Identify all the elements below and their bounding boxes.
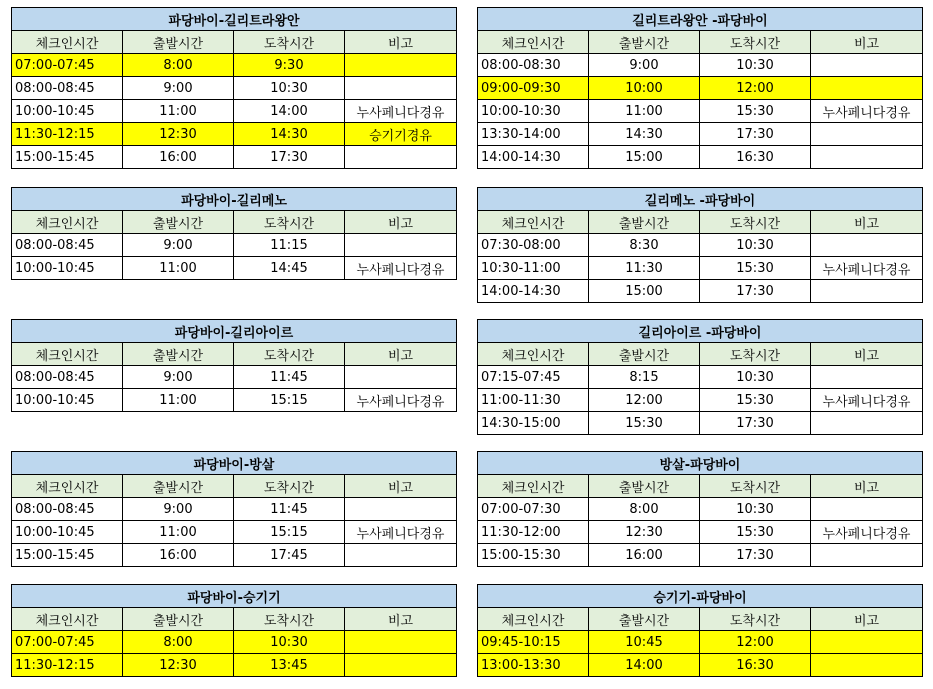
checkin-time-header: 체크인시간 bbox=[478, 211, 589, 234]
remarks-cell bbox=[811, 123, 923, 146]
table-row bbox=[12, 234, 457, 257]
remarks-cell: 누사페니다경유 bbox=[811, 100, 923, 123]
checkin-time-cell: 15:00-15:45 bbox=[12, 544, 123, 567]
table-row bbox=[12, 77, 457, 100]
table-row bbox=[12, 257, 457, 280]
table-row bbox=[478, 498, 923, 521]
departure-time-header: 출발시간 bbox=[123, 343, 234, 366]
remarks-cell: 누사페니다경유 bbox=[345, 521, 457, 544]
departure-time-header: 출발시간 bbox=[589, 608, 700, 631]
checkin-time-cell: 08:00-08:45 bbox=[12, 498, 123, 521]
checkin-time-cell: 11:30-12:00 bbox=[478, 521, 589, 544]
remarks-cell bbox=[811, 280, 923, 303]
checkin-time-cell: 11:30-12:15 bbox=[12, 654, 123, 677]
checkin-time-header: 체크인시간 bbox=[12, 211, 123, 234]
remarks-cell bbox=[811, 146, 923, 169]
checkin-time-cell: 08:00-08:45 bbox=[12, 234, 123, 257]
route-title: 파당바이-길리메노 bbox=[12, 188, 457, 211]
arrival-time-cell: 14:30 bbox=[234, 123, 345, 146]
departure-time-cell: 11:00 bbox=[123, 389, 234, 412]
departure-time-cell: 16:00 bbox=[123, 544, 234, 567]
checkin-time-cell: 10:00-10:30 bbox=[478, 100, 589, 123]
table-row bbox=[478, 366, 923, 389]
arrival-time-header: 도착시간 bbox=[700, 608, 811, 631]
arrival-time-header: 도착시간 bbox=[234, 211, 345, 234]
table-row bbox=[12, 123, 457, 146]
checkin-time-cell: 14:00-14:30 bbox=[478, 280, 589, 303]
remarks-cell: 누사페니다경유 bbox=[345, 389, 457, 412]
table-row bbox=[12, 366, 457, 389]
column-header-row bbox=[478, 343, 923, 366]
table-row bbox=[12, 146, 457, 169]
checkin-time-cell: 10:00-10:45 bbox=[12, 100, 123, 123]
arrival-time-cell: 9:30 bbox=[234, 54, 345, 77]
remarks-cell: 누사페니다경유 bbox=[811, 521, 923, 544]
table-row bbox=[478, 280, 923, 303]
checkin-time-cell: 13:30-14:00 bbox=[478, 123, 589, 146]
table-row bbox=[12, 389, 457, 412]
arrival-time-cell: 11:45 bbox=[234, 366, 345, 389]
checkin-time-cell: 08:00-08:30 bbox=[478, 54, 589, 77]
arrival-time-cell: 17:30 bbox=[700, 544, 811, 567]
remarks-cell bbox=[811, 631, 923, 654]
arrival-time-cell: 15:30 bbox=[700, 257, 811, 280]
remarks-cell: 누사페니다경유 bbox=[345, 257, 457, 280]
table-row bbox=[12, 100, 457, 123]
route-title: 파당바이-길리아이르 bbox=[12, 320, 457, 343]
arrival-time-cell: 10:30 bbox=[234, 77, 345, 100]
arrival-time-cell: 15:30 bbox=[700, 100, 811, 123]
column-header-row bbox=[12, 475, 457, 498]
remarks-cell: 누사페니다경유 bbox=[811, 257, 923, 280]
column-header-row bbox=[478, 31, 923, 54]
checkin-time-cell: 10:00-10:45 bbox=[12, 521, 123, 544]
arrival-time-cell: 15:30 bbox=[700, 389, 811, 412]
remarks-header: 비고 bbox=[345, 608, 457, 631]
checkin-time-cell: 07:30-08:00 bbox=[478, 234, 589, 257]
departure-time-cell: 14:30 bbox=[589, 123, 700, 146]
route-title: 파당바이-승기기 bbox=[12, 585, 457, 608]
arrival-time-cell: 16:30 bbox=[700, 146, 811, 169]
table-row bbox=[12, 498, 457, 521]
timetable-0 bbox=[11, 7, 457, 169]
departure-time-header: 출발시간 bbox=[123, 211, 234, 234]
timetable-1 bbox=[477, 7, 923, 169]
checkin-time-header: 체크인시간 bbox=[478, 343, 589, 366]
route-title: 길리아이르 -파당바이 bbox=[478, 320, 923, 343]
route-title: 파당바이-길리트라왕안 bbox=[12, 8, 457, 31]
checkin-time-cell: 07:00-07:45 bbox=[12, 631, 123, 654]
arrival-time-header: 도착시간 bbox=[700, 475, 811, 498]
arrival-time-cell: 17:30 bbox=[700, 123, 811, 146]
arrival-time-cell: 17:30 bbox=[234, 146, 345, 169]
arrival-time-cell: 10:30 bbox=[700, 498, 811, 521]
departure-time-cell: 8:00 bbox=[123, 631, 234, 654]
departure-time-cell: 8:00 bbox=[589, 498, 700, 521]
remarks-cell bbox=[811, 77, 923, 100]
checkin-time-cell: 07:00-07:30 bbox=[478, 498, 589, 521]
route-title: 승기기-파당바이 bbox=[478, 585, 923, 608]
column-header-row bbox=[12, 608, 457, 631]
checkin-time-cell: 11:00-11:30 bbox=[478, 389, 589, 412]
arrival-time-cell: 17:30 bbox=[700, 412, 811, 435]
column-header-row bbox=[12, 31, 457, 54]
timetable-2 bbox=[11, 187, 457, 280]
arrival-time-header: 도착시간 bbox=[234, 343, 345, 366]
table-row bbox=[12, 54, 457, 77]
table-row bbox=[478, 54, 923, 77]
route-title: 길리메노 -파당바이 bbox=[478, 188, 923, 211]
arrival-time-cell: 17:45 bbox=[234, 544, 345, 567]
remarks-cell bbox=[345, 54, 457, 77]
departure-time-cell: 11:00 bbox=[123, 100, 234, 123]
remarks-cell bbox=[811, 654, 923, 677]
departure-time-cell: 11:00 bbox=[589, 100, 700, 123]
column-header-row bbox=[478, 475, 923, 498]
table-row bbox=[478, 412, 923, 435]
checkin-time-cell: 07:15-07:45 bbox=[478, 366, 589, 389]
route-title: 길리트라왕안 -파당바이 bbox=[478, 8, 923, 31]
arrival-time-cell: 12:00 bbox=[700, 77, 811, 100]
remarks-header: 비고 bbox=[345, 31, 457, 54]
checkin-time-cell: 10:00-10:45 bbox=[12, 389, 123, 412]
table-row bbox=[12, 521, 457, 544]
remarks-cell bbox=[811, 412, 923, 435]
route-title: 파당바이-방살 bbox=[12, 452, 457, 475]
remarks-header: 비고 bbox=[345, 343, 457, 366]
arrival-time-cell: 16:30 bbox=[700, 654, 811, 677]
arrival-time-header: 도착시간 bbox=[700, 31, 811, 54]
remarks-cell bbox=[811, 54, 923, 77]
remarks-cell bbox=[811, 498, 923, 521]
departure-time-cell: 10:00 bbox=[589, 77, 700, 100]
checkin-time-cell: 14:30-15:00 bbox=[478, 412, 589, 435]
arrival-time-header: 도착시간 bbox=[700, 211, 811, 234]
checkin-time-cell: 15:00-15:30 bbox=[478, 544, 589, 567]
departure-time-cell: 15:30 bbox=[589, 412, 700, 435]
departure-time-cell: 15:00 bbox=[589, 280, 700, 303]
departure-time-cell: 10:45 bbox=[589, 631, 700, 654]
departure-time-cell: 12:30 bbox=[123, 123, 234, 146]
table-row bbox=[478, 521, 923, 544]
route-title: 방살-파당바이 bbox=[478, 452, 923, 475]
departure-time-cell: 8:15 bbox=[589, 366, 700, 389]
remarks-cell: 누사페니다경유 bbox=[811, 389, 923, 412]
departure-time-cell: 9:00 bbox=[123, 234, 234, 257]
column-header-row bbox=[478, 211, 923, 234]
arrival-time-cell: 17:30 bbox=[700, 280, 811, 303]
checkin-time-cell: 11:30-12:15 bbox=[12, 123, 123, 146]
departure-time-header: 출발시간 bbox=[589, 211, 700, 234]
remarks-cell bbox=[345, 498, 457, 521]
checkin-time-header: 체크인시간 bbox=[12, 475, 123, 498]
table-row bbox=[478, 257, 923, 280]
arrival-time-header: 도착시간 bbox=[700, 343, 811, 366]
remarks-cell bbox=[345, 77, 457, 100]
arrival-time-header: 도착시간 bbox=[234, 475, 345, 498]
departure-time-cell: 8:30 bbox=[589, 234, 700, 257]
departure-time-header: 출발시간 bbox=[123, 608, 234, 631]
arrival-time-cell: 14:00 bbox=[234, 100, 345, 123]
remarks-cell bbox=[345, 631, 457, 654]
remarks-cell bbox=[345, 146, 457, 169]
table-row bbox=[478, 234, 923, 257]
checkin-time-cell: 08:00-08:45 bbox=[12, 77, 123, 100]
departure-time-cell: 9:00 bbox=[123, 366, 234, 389]
arrival-time-cell: 15:15 bbox=[234, 389, 345, 412]
departure-time-cell: 11:00 bbox=[123, 521, 234, 544]
departure-time-cell: 16:00 bbox=[589, 544, 700, 567]
remarks-header: 비고 bbox=[811, 211, 923, 234]
remarks-cell bbox=[345, 366, 457, 389]
arrival-time-cell: 10:30 bbox=[700, 366, 811, 389]
checkin-time-header: 체크인시간 bbox=[478, 608, 589, 631]
checkin-time-header: 체크인시간 bbox=[12, 608, 123, 631]
column-header-row bbox=[478, 608, 923, 631]
checkin-time-header: 체크인시간 bbox=[478, 475, 589, 498]
remarks-cell bbox=[345, 654, 457, 677]
checkin-time-cell: 08:00-08:45 bbox=[12, 366, 123, 389]
checkin-time-cell: 10:00-10:45 bbox=[12, 257, 123, 280]
departure-time-cell: 11:00 bbox=[123, 257, 234, 280]
remarks-cell bbox=[345, 544, 457, 567]
remarks-cell bbox=[811, 544, 923, 567]
arrival-time-cell: 11:45 bbox=[234, 498, 345, 521]
departure-time-header: 출발시간 bbox=[123, 475, 234, 498]
remarks-header: 비고 bbox=[345, 475, 457, 498]
table-row bbox=[478, 146, 923, 169]
timetable-9 bbox=[477, 584, 923, 677]
arrival-time-cell: 10:30 bbox=[700, 234, 811, 257]
arrival-time-cell: 14:45 bbox=[234, 257, 345, 280]
arrival-time-cell: 10:30 bbox=[700, 54, 811, 77]
departure-time-cell: 12:30 bbox=[589, 521, 700, 544]
timetable-6 bbox=[11, 451, 457, 567]
table-row bbox=[478, 544, 923, 567]
departure-time-cell: 8:00 bbox=[123, 54, 234, 77]
departure-time-cell: 12:30 bbox=[123, 654, 234, 677]
arrival-time-cell: 10:30 bbox=[234, 631, 345, 654]
timetable-4 bbox=[11, 319, 457, 412]
table-row bbox=[478, 100, 923, 123]
checkin-time-cell: 14:00-14:30 bbox=[478, 146, 589, 169]
remarks-header: 비고 bbox=[811, 608, 923, 631]
arrival-time-cell: 15:15 bbox=[234, 521, 345, 544]
remarks-header: 비고 bbox=[811, 31, 923, 54]
arrival-time-header: 도착시간 bbox=[234, 31, 345, 54]
departure-time-cell: 12:00 bbox=[589, 389, 700, 412]
timetable-3 bbox=[477, 187, 923, 303]
table-row bbox=[12, 631, 457, 654]
remarks-cell bbox=[345, 234, 457, 257]
remarks-header: 비고 bbox=[811, 343, 923, 366]
table-row bbox=[478, 123, 923, 146]
departure-time-cell: 11:30 bbox=[589, 257, 700, 280]
arrival-time-cell: 12:00 bbox=[700, 631, 811, 654]
departure-time-cell: 14:00 bbox=[589, 654, 700, 677]
checkin-time-cell: 10:30-11:00 bbox=[478, 257, 589, 280]
column-header-row bbox=[12, 211, 457, 234]
departure-time-header: 출발시간 bbox=[123, 31, 234, 54]
checkin-time-cell: 13:00-13:30 bbox=[478, 654, 589, 677]
table-row bbox=[478, 77, 923, 100]
remarks-header: 비고 bbox=[345, 211, 457, 234]
remarks-cell: 누사페니다경유 bbox=[345, 100, 457, 123]
arrival-time-cell: 13:45 bbox=[234, 654, 345, 677]
timetable-8 bbox=[11, 584, 457, 677]
departure-time-cell: 9:00 bbox=[123, 498, 234, 521]
checkin-time-cell: 09:00-09:30 bbox=[478, 77, 589, 100]
departure-time-cell: 9:00 bbox=[589, 54, 700, 77]
table-row bbox=[12, 544, 457, 567]
departure-time-header: 출발시간 bbox=[589, 343, 700, 366]
timetable-5 bbox=[477, 319, 923, 435]
arrival-time-cell: 11:15 bbox=[234, 234, 345, 257]
remarks-cell: 승기기경유 bbox=[345, 123, 457, 146]
checkin-time-cell: 09:45-10:15 bbox=[478, 631, 589, 654]
arrival-time-cell: 15:30 bbox=[700, 521, 811, 544]
timetable-7 bbox=[477, 451, 923, 567]
arrival-time-header: 도착시간 bbox=[234, 608, 345, 631]
departure-time-header: 출발시간 bbox=[589, 475, 700, 498]
departure-time-header: 출발시간 bbox=[589, 31, 700, 54]
table-row bbox=[12, 654, 457, 677]
departure-time-cell: 16:00 bbox=[123, 146, 234, 169]
checkin-time-header: 체크인시간 bbox=[12, 343, 123, 366]
remarks-cell bbox=[811, 366, 923, 389]
checkin-time-header: 체크인시간 bbox=[12, 31, 123, 54]
checkin-time-cell: 07:00-07:45 bbox=[12, 54, 123, 77]
remarks-cell bbox=[811, 234, 923, 257]
departure-time-cell: 15:00 bbox=[589, 146, 700, 169]
checkin-time-header: 체크인시간 bbox=[478, 31, 589, 54]
remarks-header: 비고 bbox=[811, 475, 923, 498]
column-header-row bbox=[12, 343, 457, 366]
table-row bbox=[478, 389, 923, 412]
checkin-time-cell: 15:00-15:45 bbox=[12, 146, 123, 169]
table-row bbox=[478, 631, 923, 654]
departure-time-cell: 9:00 bbox=[123, 77, 234, 100]
table-row bbox=[478, 654, 923, 677]
